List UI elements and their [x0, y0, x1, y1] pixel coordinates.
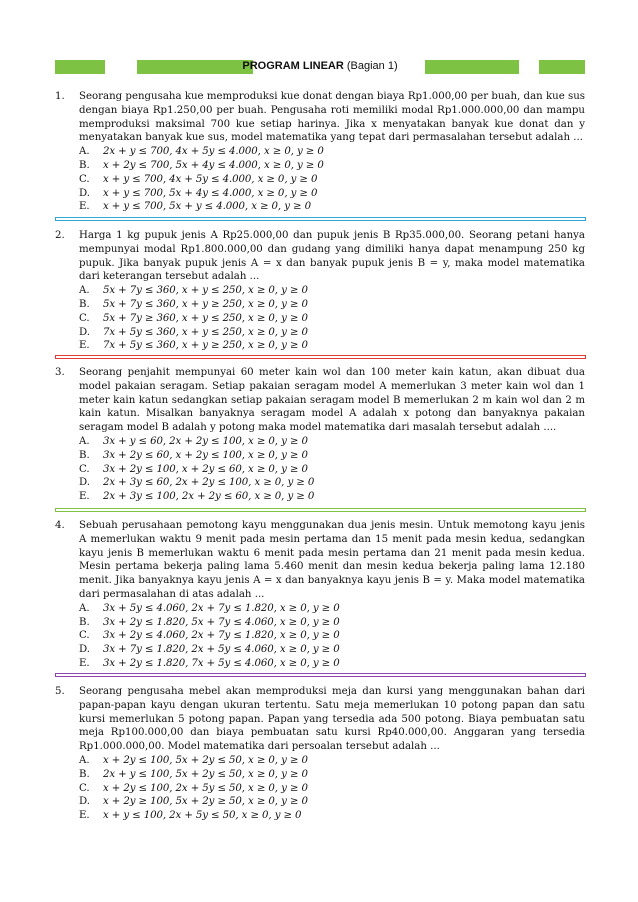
option-d[interactable]	[79, 326, 585, 340]
question-number: 3.	[55, 367, 65, 378]
question-number: 4.	[55, 520, 65, 531]
option-a[interactable]	[79, 145, 585, 159]
page-title	[55, 59, 585, 73]
option-label: C.	[79, 630, 90, 642]
option-e[interactable]	[79, 490, 585, 504]
option-list	[79, 435, 585, 504]
option-text: x + y ≤ 700, 4x + 5y ≤ 4.000, x ≥ 0, y ≥ 0	[103, 173, 318, 185]
option-text: x + 2y ≥ 100, 5x + 2y ≥ 50, x ≥ 0, y ≥ 0	[103, 796, 308, 808]
option-a[interactable]	[79, 284, 585, 298]
option-label: D.	[79, 477, 91, 489]
option-e[interactable]	[79, 339, 585, 353]
page-header	[55, 60, 585, 74]
option-text: 5x + 7y ≤ 360, x + y ≤ 250, x ≥ 0, y ≥ 0	[103, 285, 308, 297]
question-number: 5.	[55, 686, 65, 697]
option-text: x + 2y ≤ 700, 5x + 4y ≤ 4.000, x ≥ 0, y ≥ 0	[103, 159, 324, 171]
option-text: 7x + 5y ≤ 360, x + y ≤ 250, x ≥ 0, y ≥ 0	[103, 326, 308, 338]
option-b[interactable]	[79, 298, 585, 312]
option-text: 2x + y ≤ 700, 4x + 5y ≤ 4.000, x ≥ 0, y ≥ 0	[103, 146, 324, 158]
option-d[interactable]	[79, 187, 585, 201]
option-a[interactable]	[79, 602, 585, 616]
separator-2	[55, 355, 586, 359]
question-1	[55, 90, 585, 214]
option-label: B.	[79, 449, 90, 461]
option-label: B.	[79, 159, 90, 171]
option-a[interactable]	[79, 435, 585, 449]
option-label: B.	[79, 768, 90, 780]
option-b[interactable]	[79, 616, 585, 630]
option-label: D.	[79, 796, 91, 808]
option-label: D.	[79, 644, 91, 656]
option-a[interactable]	[79, 754, 585, 768]
option-b[interactable]	[79, 768, 585, 782]
option-text: 7x + 5y ≤ 360, x + y ≥ 250, x ≥ 0, y ≥ 0	[103, 340, 308, 352]
option-text: x + y ≤ 700, 5x + y ≤ 4.000, x ≥ 0, y ≥ 0	[103, 201, 311, 213]
option-list	[79, 284, 585, 353]
option-c[interactable]	[79, 629, 585, 643]
title-main: PROGRAM LINEAR	[242, 60, 344, 72]
option-text: x + 2y ≤ 100, 5x + 2y ≤ 50, x ≥ 0, y ≥ 0	[103, 754, 308, 766]
option-text: 2x + y ≤ 100, 5x + 2y ≤ 50, x ≥ 0, y ≥ 0	[103, 768, 308, 780]
option-label: A.	[79, 435, 90, 447]
option-c[interactable]	[79, 782, 585, 796]
option-label: B.	[79, 616, 90, 628]
question-3	[55, 366, 585, 504]
option-text: 3x + 2y ≤ 1.820, 5x + 7y ≤ 4.060, x ≥ 0, y ≥ 0	[103, 616, 340, 628]
option-label: A.	[79, 146, 90, 158]
option-label: C.	[79, 463, 90, 475]
option-text: x + 2y ≤ 100, 2x + 5y ≤ 50, x ≥ 0, y ≥ 0	[103, 782, 308, 794]
option-list	[79, 602, 585, 671]
option-label: E.	[79, 340, 90, 352]
option-label: D.	[79, 187, 91, 199]
option-d[interactable]	[79, 795, 585, 809]
option-b[interactable]	[79, 159, 585, 173]
separator-3	[55, 508, 586, 512]
option-text: x + y ≤ 100, 2x + 5y ≤ 50, x ≥ 0, y ≥ 0	[103, 810, 302, 822]
question-text: Harga 1 kg pupuk jenis A Rp25.000,00 dan pupuk jenis B Rp35.000,00. Seorang petani hanya mempunyai modal Rp1.800.000,00 dan gudang yang dimiliki hanya dapat menampung 250 kg pupuk. Jika banyak pupuk jenis A = x dan banyak pupuk jenis B = y, maka model matematika dari keterangan tersebut adalah ...	[79, 230, 585, 283]
question-5	[55, 685, 585, 823]
option-text: 3x + 2y ≤ 4.060, 2x + 7y ≤ 1.820, x ≥ 0, y ≥ 0	[103, 630, 340, 642]
option-label: A.	[79, 285, 90, 297]
option-e[interactable]	[79, 809, 585, 823]
option-d[interactable]	[79, 643, 585, 657]
option-label: C.	[79, 312, 90, 324]
option-list	[79, 754, 585, 823]
option-label: B.	[79, 298, 90, 310]
question-number: 1.	[55, 91, 65, 102]
option-text: 3x + 2y ≤ 100, x + 2y ≤ 60, x ≥ 0, y ≥ 0	[103, 463, 308, 475]
option-text: 2x + 3y ≤ 60, 2x + 2y ≤ 100, x ≥ 0, y ≥ 0	[103, 477, 315, 489]
option-text: 3x + 7y ≤ 1.820, 2x + 5y ≤ 4.060, x ≥ 0, y ≥ 0	[103, 644, 340, 656]
separator-4	[55, 673, 586, 677]
option-label: E.	[79, 657, 90, 669]
option-text: 5x + 7y ≥ 360, x + y ≤ 250, x ≥ 0, y ≥ 0	[103, 312, 308, 324]
option-e[interactable]	[79, 200, 585, 214]
option-label: E.	[79, 201, 90, 213]
option-b[interactable]	[79, 449, 585, 463]
option-c[interactable]	[79, 312, 585, 326]
option-label: D.	[79, 326, 91, 338]
option-text: 3x + 2y ≤ 60, x + 2y ≤ 100, x ≥ 0, y ≥ 0	[103, 449, 308, 461]
option-text: 3x + y ≤ 60, 2x + 2y ≤ 100, x ≥ 0, y ≥ 0	[103, 435, 308, 447]
question-text: Sebuah perusahaan pemotong kayu menggunakan dua jenis mesin. Untuk memotong kayu jenis A memerlukan waktu 9 menit pada mesin pertama dan 15 menit pada mesin kedua, sedangkan kayu jenis B memerlukan waktu 6 menit pada mesin pertama dan 21 menit pada mesin kedua. Mesin pertama bekerja paling lama 5.460 menit dan mesin kedua bekerja paling lama 12.180 menit. Jika banyaknya kayu jenis A = x dan banyaknya kayu jenis B = y. Maka model matematika dari permasalahan di atas adalah ...	[79, 520, 585, 600]
option-list	[79, 145, 585, 214]
option-text: 2x + 3y ≤ 100, 2x + 2y ≤ 60, x ≥ 0, y ≥ 0	[103, 491, 315, 503]
option-label: C.	[79, 782, 90, 794]
title-part: (Bagian 1)	[346, 60, 398, 72]
option-c[interactable]	[79, 173, 585, 187]
option-text: x + y ≤ 700, 5x + 4y ≤ 4.000, x ≥ 0, y ≥ 0	[103, 187, 318, 199]
option-label: A.	[79, 754, 90, 766]
question-2	[55, 229, 585, 353]
question-text: Seorang pengusaha kue memproduksi kue donat dengan biaya Rp1.000,00 per buah, dan kue sus dengan biaya Rp1.250,00 per buah. Pengusaha roti memiliki modal Rp1.000.000,00 dan mampu memproduksi maksimal 700 kue setiap harinya. Jika x menyatakan banyak kue donat dan y menyatakan banyak kue sus, model matematika yang tepat dari permasalahan tersebut adalah ...	[79, 91, 585, 144]
option-label: A.	[79, 602, 90, 614]
option-e[interactable]	[79, 657, 585, 671]
option-c[interactable]	[79, 463, 585, 477]
question-text: Seorang pengusaha mebel akan memproduksi meja dan kursi yang menggunakan bahan dari papan-papan kayu dengan ukuran tertentu. Satu meja memerlukan 10 potong papan dan satu kursi memerlukan 5 potong papan. Papan yang tersedia ada 500 potong. Biaya pembuatan satu meja Rp100.000,00 dan biaya pembuatan satu kursi Rp40.000,00. Anggaran yang tersedia Rp1.000.000,00. Model matematika dari persoalan tersebut adalah ...	[79, 686, 585, 753]
question-4	[55, 519, 585, 671]
option-label: E.	[79, 810, 90, 822]
option-label: C.	[79, 173, 90, 185]
separator-1	[55, 217, 586, 221]
question-number: 2.	[55, 230, 65, 241]
option-label: E.	[79, 491, 90, 503]
option-text: 3x + 5y ≤ 4.060, 2x + 7y ≤ 1.820, x ≥ 0, y ≥ 0	[103, 602, 340, 614]
option-text: 5x + 7y ≤ 360, x + y ≥ 250, x ≥ 0, y ≥ 0	[103, 298, 308, 310]
option-d[interactable]	[79, 476, 585, 490]
question-text: Seorang penjahit mempunyai 60 meter kain wol dan 100 meter kain katun, akan dibuat dua model pakaian seragam. Setiap pakaian seragam model A memerlukan 3 meter kain wol dan 1 meter kain katun sedangkan setiap pakaian seragam model B memerlukan 2 m kain wol dan 2 m kain katun. Misalkan banyaknya seragam model A adalah x potong dan banyaknya pakaian seragam model B adalah y potong maka model matematika dari masalah tersebut adalah ....	[79, 367, 585, 434]
option-text: 3x + 2y ≤ 1.820, 7x + 5y ≤ 4.060, x ≥ 0, y ≥ 0	[103, 657, 340, 669]
